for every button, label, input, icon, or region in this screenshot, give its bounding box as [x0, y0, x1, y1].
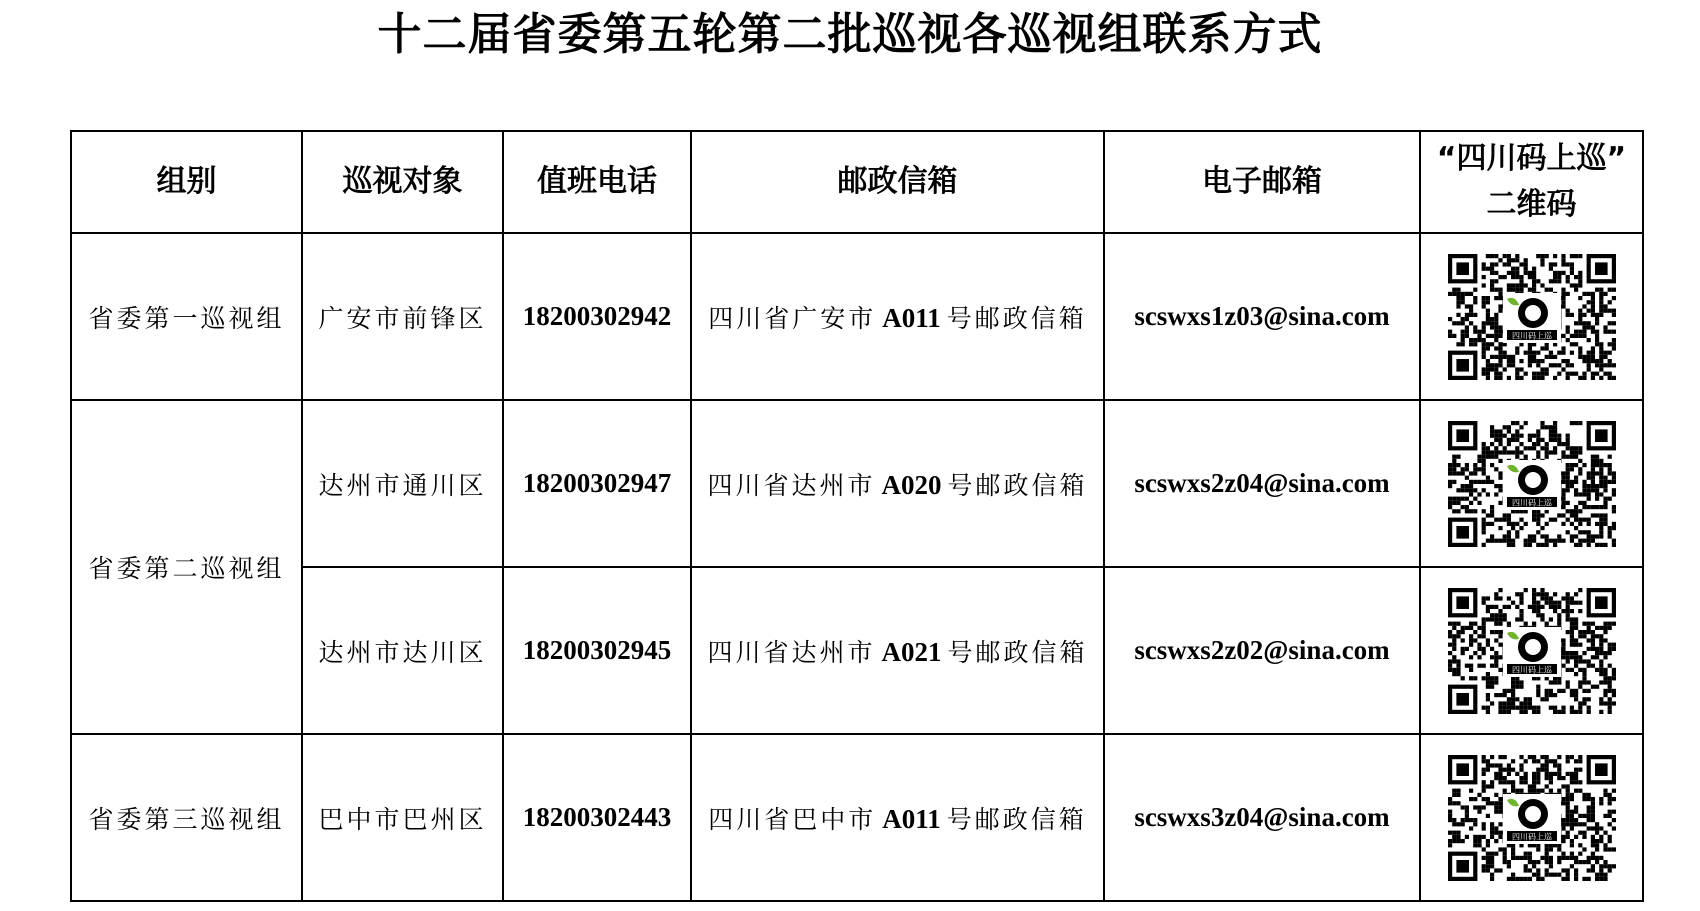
email-link[interactable]: scswxs1z03@sina.com [1104, 233, 1420, 400]
phone-cell: 18200302947 [503, 400, 691, 567]
postbox-cell [691, 734, 1104, 901]
svg-text:四川码上巡: 四川码上巡 [1511, 832, 1552, 841]
group-cell: 省委第三巡视组 [71, 734, 302, 901]
qr-cell [1420, 400, 1643, 567]
header-qr-line2: 二维码 [1486, 187, 1577, 222]
qr-code-icon [1447, 253, 1617, 381]
postbox-cell [691, 567, 1104, 734]
phone-cell: 18200302945 [503, 567, 691, 734]
table-row [71, 567, 1643, 734]
postbox-cell [691, 400, 1104, 567]
qr-code-icon [1447, 587, 1617, 715]
qr-cell [1420, 233, 1643, 400]
email-link[interactable]: scswxs2z02@sina.com [1104, 567, 1420, 734]
table-row [71, 233, 1643, 400]
phone-cell: 18200302443 [503, 734, 691, 901]
postbox-code: A011 [882, 302, 941, 333]
email-link[interactable]: scswxs3z04@sina.com [1104, 734, 1420, 901]
postbox-prefix: 四川省巴中市 [708, 804, 877, 834]
group-cell: 省委第一巡视组 [71, 233, 302, 400]
contact-table [70, 130, 1644, 902]
header-group: 组别 [71, 131, 302, 233]
qr-code-icon [1447, 754, 1617, 882]
qr-cell [1420, 567, 1643, 734]
table-row [71, 734, 1643, 901]
postbox-suffix: 号邮政信箱 [947, 470, 1088, 500]
postbox-code: A011 [882, 803, 941, 834]
target-cell: 巴中市巴州区 [302, 734, 503, 901]
phone-cell: 18200302942 [503, 233, 691, 400]
header-email: 电子邮箱 [1104, 131, 1420, 233]
postbox-cell [691, 233, 1104, 400]
header-qr [1420, 131, 1643, 233]
email-link[interactable]: scswxs2z04@sina.com [1104, 400, 1420, 567]
target-cell: 达州市通川区 [302, 400, 503, 567]
postbox-prefix: 四川省达州市 [707, 637, 876, 667]
postbox-prefix: 四川省达州市 [707, 470, 876, 500]
table-row [71, 400, 1643, 567]
header-postbox: 邮政信箱 [691, 131, 1104, 233]
group-cell: 省委第二巡视组 [71, 400, 302, 734]
target-cell: 达州市达川区 [302, 567, 503, 734]
page-title: 十二届省委第五轮第二批巡视各巡视组联系方式 [377, 9, 1323, 60]
postbox-suffix: 号邮政信箱 [946, 804, 1087, 834]
postbox-code: A020 [881, 469, 942, 500]
postbox-suffix: 号邮政信箱 [947, 637, 1088, 667]
table-header-row [71, 131, 1643, 233]
svg-text:四川码上巡: 四川码上巡 [1511, 331, 1552, 340]
target-cell: 广安市前锋区 [302, 233, 503, 400]
qr-cell [1420, 734, 1643, 901]
svg-text:四川码上巡: 四川码上巡 [1511, 665, 1552, 674]
postbox-prefix: 四川省广安市 [708, 303, 877, 333]
postbox-code: A021 [881, 636, 942, 667]
qr-code-icon [1447, 420, 1617, 548]
postbox-suffix: 号邮政信箱 [946, 303, 1087, 333]
header-qr-line1: “四川码上巡” [1436, 141, 1627, 176]
svg-text:四川码上巡: 四川码上巡 [1511, 498, 1552, 507]
header-target: 巡视对象 [302, 131, 503, 233]
header-phone: 值班电话 [503, 131, 691, 233]
